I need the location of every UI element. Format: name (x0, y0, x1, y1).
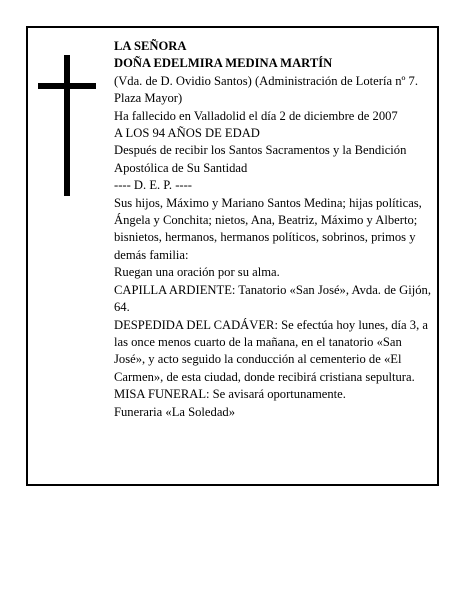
obituary-text (114, 38, 432, 421)
widow-info: (Vda. de D. Ovidio Santos) (Administración de Lotería nº 7. Plaza Mayor) (114, 73, 418, 106)
deceased-name: DOÑA EDELMIRA MEDINA MARTÍN (114, 56, 333, 71)
family-line: Sus hijos, Máximo y Mariano Santos Medina; hijas políticas, Ángela y Conchita; nietos, Ana, Beatriz, Máximo y Alberto; bisnietos, hermanos, hermanos políticos, sobrinos, primos y demás familia: (114, 195, 422, 262)
farewell-line: DESPEDIDA DEL CADÁVER: Se efectúa hoy lunes, día 3, a las once menos cuarto de la mañana, en el tanatorio «San José», y acto seguido la conducción al cementerio de «El Carmen», de esta ciudad, donde recibirá cristiana sepultura. (114, 317, 428, 384)
prayer-line: Ruegan una oración por su alma. (114, 265, 280, 280)
cross-icon (64, 55, 70, 196)
age-line: A LOS 94 AÑOS DE EDAD (114, 126, 260, 141)
sacraments-line: Después de recibir los Santos Sacramentos y la Bendición Apostólica de Su Santidad (114, 143, 407, 175)
notice-title: LA SEÑORA (114, 39, 187, 53)
funeral-mass-line: MISA FUNERAL: Se avisará oportunamente. (114, 387, 346, 402)
funeral-home-line: Funeraria «La Soledad» (114, 404, 235, 419)
rip-line: ---- D. E. P. ---- (114, 178, 192, 193)
cross-icon-bar (38, 83, 96, 89)
death-info: Ha fallecido en Valladolid el día 2 de diciembre de 2007 (114, 108, 398, 123)
chapel-line: CAPILLA ARDIENTE: Tanatorio «San José», Avda. de Gijón, 64. (114, 282, 431, 315)
